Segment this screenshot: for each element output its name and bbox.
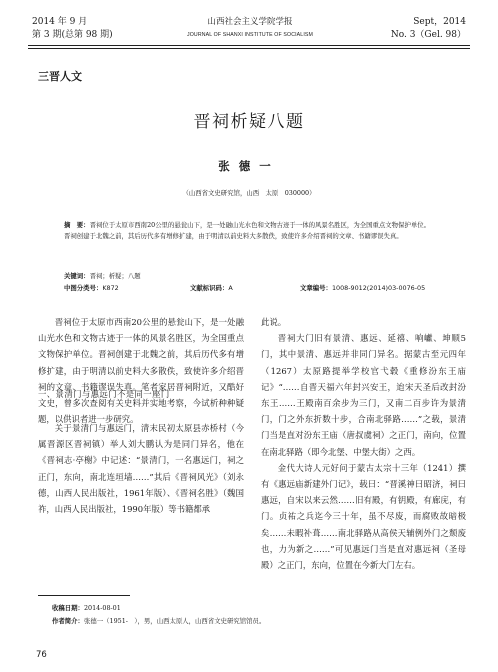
body-paragraph: 晋祠大门旧有景清、惠远、延禧、响巘、坤顺5门，其中景清、惠远并非同门异名。据蒙古至元四年（1267）太原路提举学校官弋毂《重修汾东王庙记》“……自晋天福六年封兴安王，迨宋天圣后改封汾东王……王殿南百余步为三门，又南二百步许为景清门，门之外东折数十步，合南北驿路……”之载，景清门当是直对汾东王庙（唐叔虞祠）之正门，南向，位置在南北驿路（即今北堡、中堡大街）之西。 (261, 333, 466, 457)
section-label: 三晋人文 (38, 70, 82, 83)
journal-name: 山西社会主义学院学报 (207, 17, 293, 27)
body-left-paragraph-1 (38, 314, 244, 427)
abstract-text: 晋祠位于太原市西南20公里的悬瓮山下，是一处融山光水色和文物古迹于一体的风景名胜区，为全国重点文物保护单位。晋祠创建于北魏之前，其后历代多有增修扩建，由于明清以前史料大多散佚，致使许多介绍晋祠的文章、书籍谬误失真。 (64, 221, 431, 240)
header-rule-thin (28, 48, 470, 49)
running-header-center (150, 16, 350, 41)
keywords-value: 晋祠；析疑；八题 (89, 272, 141, 280)
author-bio-value: 张德一（1951- ），男，山西太原人，山西省文史研究馆馆员。 (83, 617, 266, 625)
clc-value: K872 (102, 284, 119, 292)
article-number (300, 283, 425, 292)
abstract (64, 220, 436, 242)
received-label: 收稿日期： (52, 604, 84, 612)
clc-label: 中图分类号： (64, 284, 103, 292)
body-paragraph: 此说。 (261, 317, 287, 327)
issue-number: 第 3 期(总第 98 期) (32, 29, 113, 40)
author-bio-label: 作者简介： (52, 617, 84, 625)
document-code-label: 文献标识码： (190, 284, 229, 292)
article-number-value: 1008-9012(2014)03-0076-05 (331, 284, 426, 292)
body-right-column (261, 314, 466, 573)
body-paragraph: 金代大诗人元好问于蒙古太宗十三年（1241）撰有《惠远庙新建外门记》，载曰：“晋溪神曰昭济，祠曰惠远，自宋以来云然……旧有殿，有钥殿，有廊庑，有门。贞祐之兵迄今三十年，虽不尽废，而腐败故暗极矣……未暇补葺……南北驿路从高侯天辅例外门之颓废也，力为新之……”可见惠远门当是直对惠远祠（圣母殿）之正门，东向，位置在今新大门左右。 (261, 462, 466, 571)
page-number: 76 (36, 650, 47, 660)
body-paragraph: 晋祠位于太原市西南20公里的悬瓮山下，是一处融山光水色和文物古迹于一体的风景名胜区，为全国重点文物保护单位。晋祠创建于北魏之前，其后历代多有增修扩建，由于明清以前史料大多散佚，致使许多介绍晋祠的文章、书籍谬误失真。笔者家居晋祠附近，又酷好文史，曾多次查阅有关史料并实地考察，今试析种种疑题，以供识者进一步研究。 (38, 317, 244, 425)
issue-date-english: Sept，2014 (413, 17, 466, 27)
running-header-left (32, 16, 113, 41)
clc-number (64, 283, 119, 292)
received-date (52, 603, 121, 613)
article-number-label: 文章编号： (300, 284, 332, 292)
keywords-label: 关键词： (64, 272, 90, 280)
article-title: 晋祠析疑八题 (193, 112, 305, 132)
author-bio (52, 616, 265, 626)
footnote-rule (38, 595, 130, 596)
abstract-label: 摘 要： (64, 221, 90, 229)
issue-date: 2014 年 9 月 (32, 17, 88, 27)
journal-name-english: JOURNAL OF SHANXI INSTITUTE OF SOCIALISM (187, 31, 313, 38)
received-value: 2014-08-01 (83, 604, 121, 612)
keywords (64, 271, 141, 280)
header-rule-thick (28, 45, 470, 46)
document-code-value: A (228, 284, 233, 292)
article-author: 张德一 (218, 159, 280, 173)
issue-number-english: No. 3（Gel. 98） (390, 29, 466, 40)
author-affiliation: （山西省文史研究馆，山西 太原 030000） (182, 189, 316, 197)
document-code (190, 283, 233, 292)
section-heading-1: 一、景清门与惠远门不是同一座门 (38, 389, 170, 399)
running-header-right (391, 16, 466, 41)
body-paragraph: 关于景清门与惠远门，清末民初太原县赤桥村（今属晋源区晋祠镇）举人刘大鹏认为是同门异名，他在《晋祠志·亭榭》中记述：“景清门，一名惠远门，祠之正门，东向，南北连垣墙……”其后《晋祠风光》（刘永德，山西人民出版社，1961年版）、《晋祠名胜》（魏国祚，山西人民出版社，1990年版）等书籍都承 (38, 423, 244, 515)
body-left-paragraph-2 (38, 420, 244, 517)
